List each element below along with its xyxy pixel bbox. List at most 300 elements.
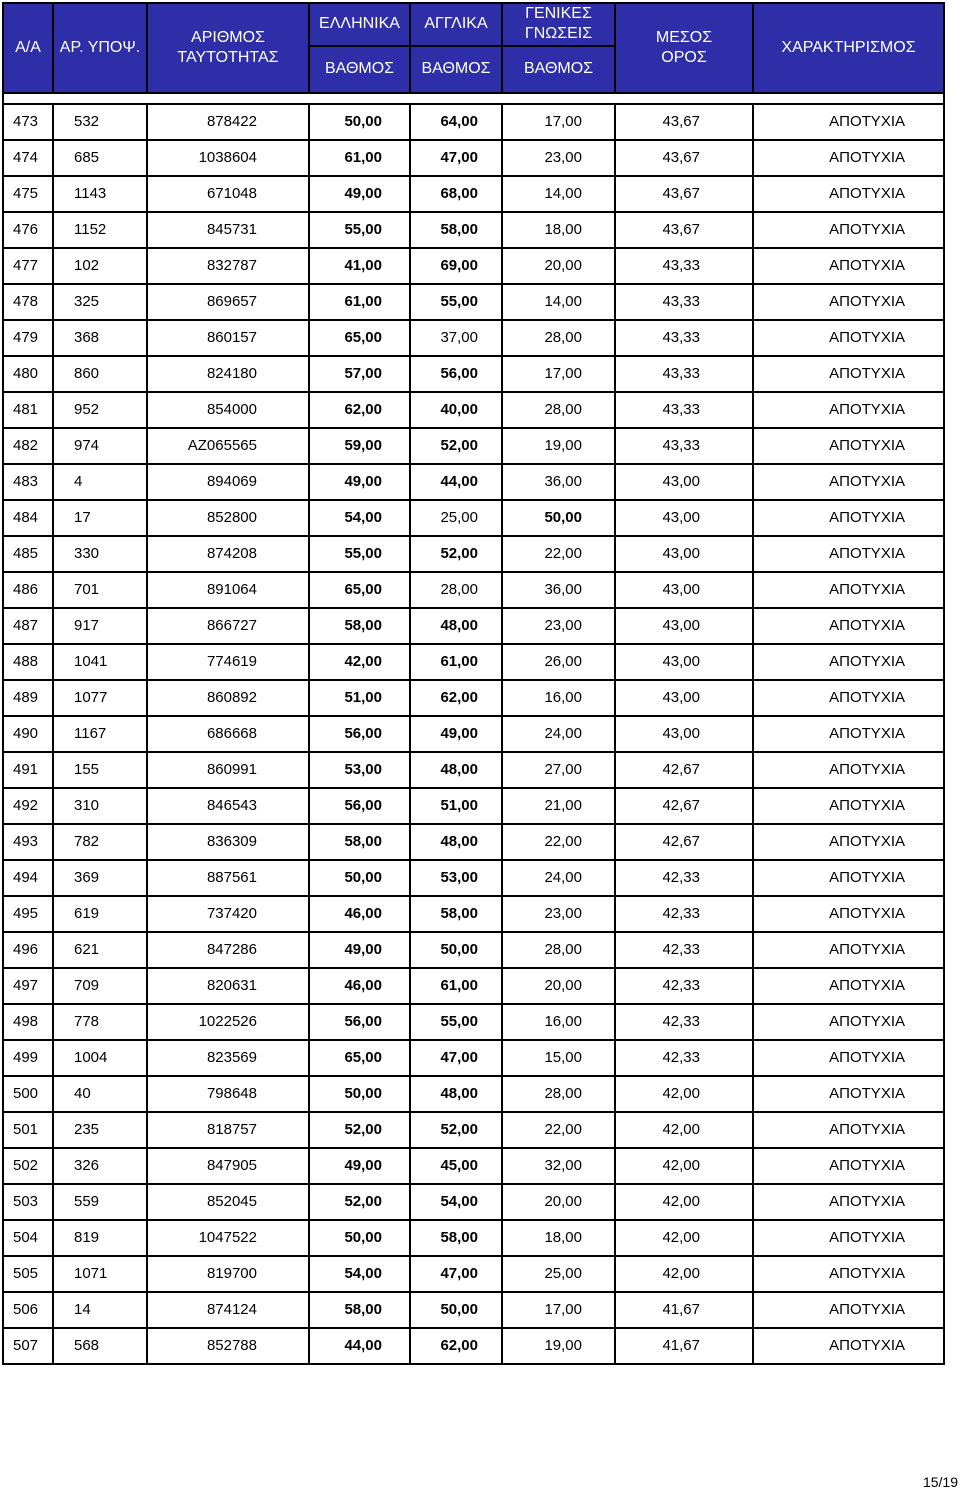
cell-english-grade: 69,00 <box>410 248 502 284</box>
cell-characterization: ΑΠΟΤΥΧΙΑ <box>753 1112 944 1148</box>
cell-aa: 478 <box>3 284 53 320</box>
cell-characterization: ΑΠΟΤΥΧΙΑ <box>753 824 944 860</box>
cell-characterization: ΑΠΟΤΥΧΙΑ <box>753 1076 944 1112</box>
table-row <box>3 464 944 500</box>
cell-average: 42,67 <box>615 752 753 788</box>
table-row <box>3 1292 944 1328</box>
cell-characterization: ΑΠΟΤΥΧΙΑ <box>753 140 944 176</box>
cell-average: 43,00 <box>615 536 753 572</box>
cell-greek-grade: 55,00 <box>309 536 410 572</box>
cell-id-number: 1047522 <box>147 1220 309 1256</box>
cell-aa: 481 <box>3 392 53 428</box>
cell-greek-grade: 50,00 <box>309 860 410 896</box>
cell-candidate-number: 1004 <box>53 1040 147 1076</box>
table-row <box>3 788 944 824</box>
cell-english-grade: 25,00 <box>410 500 502 536</box>
cell-aa: 486 <box>3 572 53 608</box>
cell-english-grade: 58,00 <box>410 212 502 248</box>
cell-id-number: 860157 <box>147 320 309 356</box>
cell-candidate-number: 782 <box>53 824 147 860</box>
cell-greek-grade: 49,00 <box>309 176 410 212</box>
cell-characterization: ΑΠΟΤΥΧΙΑ <box>753 1040 944 1076</box>
table-row <box>3 1328 944 1364</box>
cell-greek-grade: 58,00 <box>309 1292 410 1328</box>
cell-characterization: ΑΠΟΤΥΧΙΑ <box>753 320 944 356</box>
cell-average: 42,00 <box>615 1256 753 1292</box>
header-general-grade: ΒΑΘΜΟΣ <box>502 46 615 93</box>
cell-aa: 485 <box>3 536 53 572</box>
cell-average: 43,67 <box>615 212 753 248</box>
cell-greek-grade: 53,00 <box>309 752 410 788</box>
results-table-container <box>2 2 943 1365</box>
cell-english-grade: 28,00 <box>410 572 502 608</box>
cell-aa: 497 <box>3 968 53 1004</box>
cell-average: 43,00 <box>615 680 753 716</box>
cell-aa: 494 <box>3 860 53 896</box>
cell-general-grade: 18,00 <box>502 1220 615 1256</box>
cell-characterization: ΑΠΟΤΥΧΙΑ <box>753 896 944 932</box>
cell-id-number: 798648 <box>147 1076 309 1112</box>
cell-id-number: 860892 <box>147 680 309 716</box>
cell-id-number: 1022526 <box>147 1004 309 1040</box>
cell-candidate-number: 709 <box>53 968 147 1004</box>
cell-general-grade: 19,00 <box>502 1328 615 1364</box>
cell-english-grade: 48,00 <box>410 608 502 644</box>
cell-general-grade: 26,00 <box>502 644 615 680</box>
cell-id-number: 847286 <box>147 932 309 968</box>
cell-characterization: ΑΠΟΤΥΧΙΑ <box>753 1292 944 1328</box>
cell-id-number: 874208 <box>147 536 309 572</box>
cell-english-grade: 50,00 <box>410 932 502 968</box>
table-row <box>3 1040 944 1076</box>
cell-id-number: 774619 <box>147 644 309 680</box>
table-row <box>3 392 944 428</box>
cell-aa: 499 <box>3 1040 53 1076</box>
table-row <box>3 896 944 932</box>
cell-id-number: 832787 <box>147 248 309 284</box>
cell-candidate-number: 860 <box>53 356 147 392</box>
cell-average: 43,00 <box>615 716 753 752</box>
results-table <box>2 2 945 1365</box>
cell-characterization: ΑΠΟΤΥΧΙΑ <box>753 1256 944 1292</box>
cell-english-grade: 48,00 <box>410 752 502 788</box>
table-row <box>3 1148 944 1184</box>
cell-candidate-number: 14 <box>53 1292 147 1328</box>
table-row <box>3 1076 944 1112</box>
table-row <box>3 104 944 140</box>
cell-characterization: ΑΠΟΤΥΧΙΑ <box>753 104 944 140</box>
cell-greek-grade: 50,00 <box>309 104 410 140</box>
cell-aa: 493 <box>3 824 53 860</box>
cell-aa: 473 <box>3 104 53 140</box>
cell-english-grade: 40,00 <box>410 392 502 428</box>
cell-general-grade: 14,00 <box>502 176 615 212</box>
cell-id-number: 836309 <box>147 824 309 860</box>
cell-characterization: ΑΠΟΤΥΧΙΑ <box>753 176 944 212</box>
cell-aa: 487 <box>3 608 53 644</box>
cell-id-number: 860991 <box>147 752 309 788</box>
table-row <box>3 248 944 284</box>
table-row <box>3 1184 944 1220</box>
cell-general-grade: 23,00 <box>502 140 615 176</box>
cell-candidate-number: 235 <box>53 1112 147 1148</box>
cell-candidate-number: 619 <box>53 896 147 932</box>
cell-greek-grade: 61,00 <box>309 140 410 176</box>
cell-aa: 484 <box>3 500 53 536</box>
cell-greek-grade: 55,00 <box>309 212 410 248</box>
cell-english-grade: 56,00 <box>410 356 502 392</box>
cell-greek-grade: 54,00 <box>309 1256 410 1292</box>
cell-general-grade: 17,00 <box>502 356 615 392</box>
cell-general-grade: 18,00 <box>502 212 615 248</box>
cell-general-grade: 28,00 <box>502 1076 615 1112</box>
cell-id-number: 819700 <box>147 1256 309 1292</box>
cell-greek-grade: 65,00 <box>309 320 410 356</box>
table-row <box>3 716 944 752</box>
cell-aa: 495 <box>3 896 53 932</box>
cell-average: 43,33 <box>615 284 753 320</box>
cell-characterization: ΑΠΟΤΥΧΙΑ <box>753 572 944 608</box>
cell-average: 43,33 <box>615 248 753 284</box>
cell-greek-grade: 50,00 <box>309 1220 410 1256</box>
cell-english-grade: 48,00 <box>410 824 502 860</box>
cell-id-number: 823569 <box>147 1040 309 1076</box>
cell-aa: 492 <box>3 788 53 824</box>
cell-characterization: ΑΠΟΤΥΧΙΑ <box>753 212 944 248</box>
cell-candidate-number: 917 <box>53 608 147 644</box>
cell-average: 41,67 <box>615 1292 753 1328</box>
cell-general-grade: 24,00 <box>502 716 615 752</box>
cell-average: 42,00 <box>615 1148 753 1184</box>
cell-id-number: 891064 <box>147 572 309 608</box>
cell-average: 42,33 <box>615 896 753 932</box>
cell-general-grade: 28,00 <box>502 320 615 356</box>
table-row <box>3 1256 944 1292</box>
cell-id-number: 854000 <box>147 392 309 428</box>
cell-general-grade: 20,00 <box>502 248 615 284</box>
cell-greek-grade: 56,00 <box>309 716 410 752</box>
cell-characterization: ΑΠΟΤΥΧΙΑ <box>753 392 944 428</box>
table-row <box>3 572 944 608</box>
cell-english-grade: 47,00 <box>410 140 502 176</box>
cell-average: 43,33 <box>615 320 753 356</box>
cell-aa: 503 <box>3 1184 53 1220</box>
cell-average: 42,00 <box>615 1112 753 1148</box>
cell-greek-grade: 58,00 <box>309 608 410 644</box>
header-characterization: ΧΑΡΑΚΤΗΡΙΣΜΟΣ <box>753 3 944 93</box>
cell-aa: 506 <box>3 1292 53 1328</box>
cell-id-number: 894069 <box>147 464 309 500</box>
cell-candidate-number: 330 <box>53 536 147 572</box>
cell-aa: 480 <box>3 356 53 392</box>
cell-id-number: ΑΖ065565 <box>147 428 309 464</box>
table-row <box>3 356 944 392</box>
cell-english-grade: 50,00 <box>410 1292 502 1328</box>
table-header <box>3 3 944 93</box>
cell-greek-grade: 46,00 <box>309 896 410 932</box>
cell-greek-grade: 49,00 <box>309 464 410 500</box>
cell-candidate-number: 310 <box>53 788 147 824</box>
cell-aa: 500 <box>3 1076 53 1112</box>
cell-general-grade: 28,00 <box>502 932 615 968</box>
cell-id-number: 846543 <box>147 788 309 824</box>
cell-english-grade: 62,00 <box>410 680 502 716</box>
cell-candidate-number: 17 <box>53 500 147 536</box>
table-row <box>3 1220 944 1256</box>
cell-general-grade: 27,00 <box>502 752 615 788</box>
cell-average: 43,33 <box>615 428 753 464</box>
cell-average: 43,33 <box>615 356 753 392</box>
cell-characterization: ΑΠΟΤΥΧΙΑ <box>753 860 944 896</box>
cell-candidate-number: 1143 <box>53 176 147 212</box>
cell-general-grade: 16,00 <box>502 680 615 716</box>
cell-english-grade: 48,00 <box>410 1076 502 1112</box>
cell-average: 41,67 <box>615 1328 753 1364</box>
cell-aa: 491 <box>3 752 53 788</box>
cell-id-number: 820631 <box>147 968 309 1004</box>
table-row <box>3 860 944 896</box>
table-row <box>3 284 944 320</box>
cell-id-number: 852788 <box>147 1328 309 1364</box>
header-greek-grade: ΒΑΘΜΟΣ <box>309 46 410 93</box>
cell-general-grade: 22,00 <box>502 536 615 572</box>
cell-greek-grade: 49,00 <box>309 932 410 968</box>
cell-id-number: 887561 <box>147 860 309 896</box>
cell-average: 43,00 <box>615 644 753 680</box>
cell-characterization: ΑΠΟΤΥΧΙΑ <box>753 716 944 752</box>
cell-english-grade: 53,00 <box>410 860 502 896</box>
cell-candidate-number: 559 <box>53 1184 147 1220</box>
cell-aa: 482 <box>3 428 53 464</box>
cell-general-grade: 25,00 <box>502 1256 615 1292</box>
cell-greek-grade: 65,00 <box>309 1040 410 1076</box>
cell-greek-grade: 52,00 <box>309 1112 410 1148</box>
cell-id-number: 852800 <box>147 500 309 536</box>
cell-english-grade: 52,00 <box>410 1112 502 1148</box>
cell-english-grade: 52,00 <box>410 428 502 464</box>
cell-average: 43,33 <box>615 392 753 428</box>
cell-english-grade: 61,00 <box>410 968 502 1004</box>
header-english: ΑΓΓΛΙΚΑ <box>410 3 502 46</box>
cell-average: 42,00 <box>615 1076 753 1112</box>
cell-candidate-number: 325 <box>53 284 147 320</box>
cell-general-grade: 14,00 <box>502 284 615 320</box>
cell-general-grade: 23,00 <box>502 896 615 932</box>
cell-id-number: 818757 <box>147 1112 309 1148</box>
cell-characterization: ΑΠΟΤΥΧΙΑ <box>753 248 944 284</box>
cell-characterization: ΑΠΟΤΥΧΙΑ <box>753 968 944 1004</box>
cell-average: 42,33 <box>615 860 753 896</box>
cell-candidate-number: 1077 <box>53 680 147 716</box>
header-candidate-number: ΑΡ. ΥΠΟΨ. <box>53 3 147 93</box>
cell-english-grade: 58,00 <box>410 1220 502 1256</box>
cell-candidate-number: 778 <box>53 1004 147 1040</box>
cell-english-grade: 37,00 <box>410 320 502 356</box>
cell-aa: 475 <box>3 176 53 212</box>
cell-candidate-number: 102 <box>53 248 147 284</box>
header-id-number-line1: ΑΡΙΘΜΟΣ <box>191 29 265 46</box>
cell-greek-grade: 62,00 <box>309 392 410 428</box>
cell-aa: 489 <box>3 680 53 716</box>
cell-characterization: ΑΠΟΤΥΧΙΑ <box>753 464 944 500</box>
cell-general-grade: 16,00 <box>502 1004 615 1040</box>
cell-candidate-number: 532 <box>53 104 147 140</box>
cell-english-grade: 62,00 <box>410 1328 502 1364</box>
table-row <box>3 536 944 572</box>
header-general-line1: ΓΕΝΙΚΕΣ <box>525 5 592 23</box>
cell-aa: 490 <box>3 716 53 752</box>
cell-english-grade: 55,00 <box>410 1004 502 1040</box>
cell-characterization: ΑΠΟΤΥΧΙΑ <box>753 1148 944 1184</box>
cell-greek-grade: 46,00 <box>309 968 410 1004</box>
cell-greek-grade: 49,00 <box>309 1148 410 1184</box>
table-row <box>3 932 944 968</box>
cell-greek-grade: 52,00 <box>309 1184 410 1220</box>
cell-average: 43,00 <box>615 572 753 608</box>
cell-candidate-number: 368 <box>53 320 147 356</box>
cell-greek-grade: 56,00 <box>309 788 410 824</box>
spacer-cell <box>3 93 944 104</box>
cell-english-grade: 55,00 <box>410 284 502 320</box>
cell-candidate-number: 568 <box>53 1328 147 1364</box>
cell-aa: 488 <box>3 644 53 680</box>
cell-candidate-number: 952 <box>53 392 147 428</box>
cell-characterization: ΑΠΟΤΥΧΙΑ <box>753 1328 944 1364</box>
cell-average: 42,00 <box>615 1220 753 1256</box>
table-row <box>3 680 944 716</box>
table-row <box>3 212 944 248</box>
header-english-grade: ΒΑΘΜΟΣ <box>410 46 502 93</box>
cell-aa: 505 <box>3 1256 53 1292</box>
table-row <box>3 608 944 644</box>
cell-general-grade: 21,00 <box>502 788 615 824</box>
cell-average: 42,33 <box>615 968 753 1004</box>
cell-average: 42,33 <box>615 1004 753 1040</box>
cell-aa: 474 <box>3 140 53 176</box>
cell-general-grade: 24,00 <box>502 860 615 896</box>
cell-general-grade: 19,00 <box>502 428 615 464</box>
cell-characterization: ΑΠΟΤΥΧΙΑ <box>753 1004 944 1040</box>
cell-greek-grade: 65,00 <box>309 572 410 608</box>
header-general-line2: ΓΝΩΣΕΙΣ <box>524 25 593 43</box>
cell-aa: 483 <box>3 464 53 500</box>
cell-general-grade: 15,00 <box>502 1040 615 1076</box>
cell-general-grade: 28,00 <box>502 392 615 428</box>
header-id-number-line2: ΤΑΥΤΟΤΗΤΑΣ <box>177 49 279 66</box>
cell-candidate-number: 819 <box>53 1220 147 1256</box>
cell-english-grade: 54,00 <box>410 1184 502 1220</box>
cell-id-number: 878422 <box>147 104 309 140</box>
cell-candidate-number: 1041 <box>53 644 147 680</box>
cell-greek-grade: 56,00 <box>309 1004 410 1040</box>
cell-average: 43,67 <box>615 140 753 176</box>
header-aa: Α/Α <box>3 3 53 93</box>
cell-aa: 477 <box>3 248 53 284</box>
cell-aa: 479 <box>3 320 53 356</box>
cell-general-grade: 22,00 <box>502 824 615 860</box>
cell-general-grade: 36,00 <box>502 464 615 500</box>
cell-aa: 504 <box>3 1220 53 1256</box>
cell-greek-grade: 57,00 <box>309 356 410 392</box>
header-spacer <box>3 93 944 104</box>
cell-characterization: ΑΠΟΤΥΧΙΑ <box>753 608 944 644</box>
cell-english-grade: 47,00 <box>410 1040 502 1076</box>
cell-greek-grade: 41,00 <box>309 248 410 284</box>
cell-aa: 507 <box>3 1328 53 1364</box>
cell-greek-grade: 54,00 <box>309 500 410 536</box>
cell-general-grade: 17,00 <box>502 1292 615 1328</box>
cell-id-number: 737420 <box>147 896 309 932</box>
cell-candidate-number: 1152 <box>53 212 147 248</box>
cell-average: 42,33 <box>615 1040 753 1076</box>
table-row <box>3 752 944 788</box>
cell-characterization: ΑΠΟΤΥΧΙΑ <box>753 1184 944 1220</box>
cell-average: 42,00 <box>615 1184 753 1220</box>
cell-aa: 502 <box>3 1148 53 1184</box>
cell-candidate-number: 40 <box>53 1076 147 1112</box>
cell-average: 43,67 <box>615 176 753 212</box>
cell-general-grade: 20,00 <box>502 968 615 1004</box>
cell-english-grade: 45,00 <box>410 1148 502 1184</box>
cell-aa: 498 <box>3 1004 53 1040</box>
cell-greek-grade: 42,00 <box>309 644 410 680</box>
cell-candidate-number: 701 <box>53 572 147 608</box>
table-row <box>3 1004 944 1040</box>
cell-candidate-number: 685 <box>53 140 147 176</box>
header-greek: ΕΛΛΗΝΙΚΑ <box>309 3 410 46</box>
cell-id-number: 866727 <box>147 608 309 644</box>
cell-english-grade: 44,00 <box>410 464 502 500</box>
cell-id-number: 869657 <box>147 284 309 320</box>
header-general <box>502 3 615 46</box>
cell-english-grade: 47,00 <box>410 1256 502 1292</box>
table-row <box>3 1112 944 1148</box>
cell-characterization: ΑΠΟΤΥΧΙΑ <box>753 428 944 464</box>
table-row <box>3 824 944 860</box>
cell-general-grade: 22,00 <box>502 1112 615 1148</box>
cell-id-number: 874124 <box>147 1292 309 1328</box>
cell-candidate-number: 4 <box>53 464 147 500</box>
table-row <box>3 644 944 680</box>
cell-general-grade: 36,00 <box>502 572 615 608</box>
cell-aa: 496 <box>3 932 53 968</box>
header-average <box>615 3 753 93</box>
table-row <box>3 140 944 176</box>
cell-general-grade: 50,00 <box>502 500 615 536</box>
cell-general-grade: 17,00 <box>502 104 615 140</box>
cell-greek-grade: 44,00 <box>309 1328 410 1364</box>
cell-characterization: ΑΠΟΤΥΧΙΑ <box>753 752 944 788</box>
cell-characterization: ΑΠΟΤΥΧΙΑ <box>753 536 944 572</box>
cell-characterization: ΑΠΟΤΥΧΙΑ <box>753 932 944 968</box>
cell-candidate-number: 1071 <box>53 1256 147 1292</box>
header-id-number <box>147 3 309 93</box>
cell-candidate-number: 974 <box>53 428 147 464</box>
cell-average: 43,00 <box>615 500 753 536</box>
cell-average: 43,67 <box>615 104 753 140</box>
cell-candidate-number: 621 <box>53 932 147 968</box>
cell-aa: 476 <box>3 212 53 248</box>
header-average-line2: ΟΡΟΣ <box>661 49 707 66</box>
page-number: 15/19 <box>922 1474 958 1490</box>
cell-greek-grade: 59,00 <box>309 428 410 464</box>
table-body <box>3 93 944 1364</box>
header-average-line1: ΜΕΣΟΣ <box>655 29 713 46</box>
cell-general-grade: 32,00 <box>502 1148 615 1184</box>
table-row <box>3 428 944 464</box>
cell-characterization: ΑΠΟΤΥΧΙΑ <box>753 356 944 392</box>
cell-average: 42,67 <box>615 824 753 860</box>
